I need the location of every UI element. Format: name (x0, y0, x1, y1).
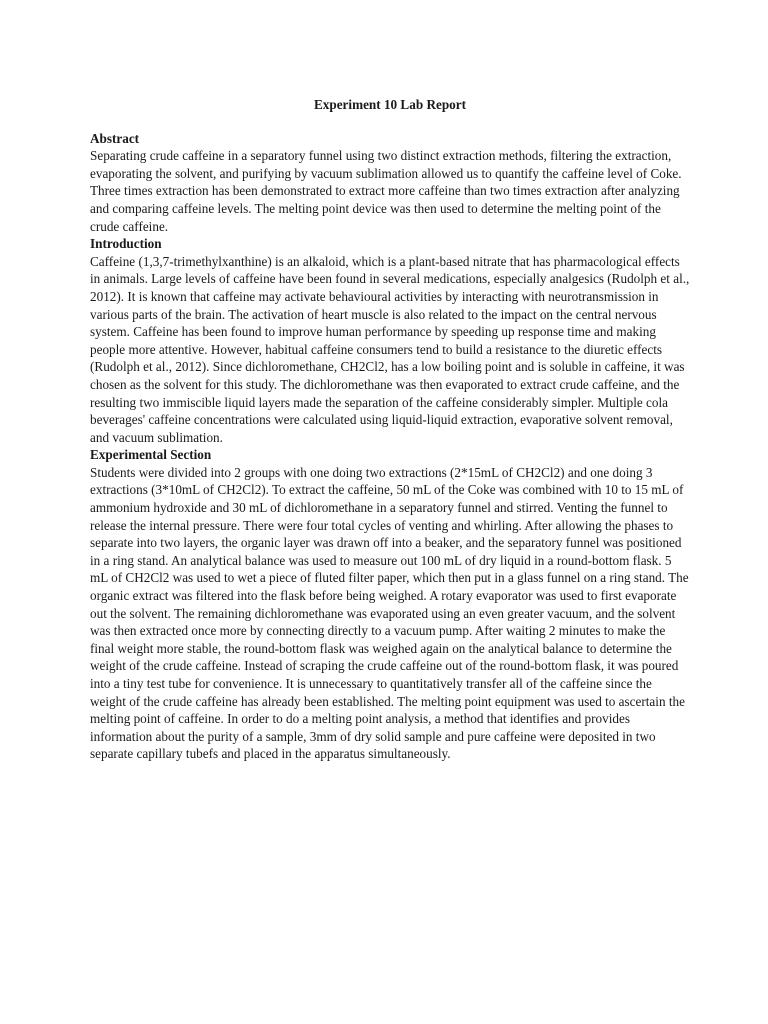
section-experimental (90, 446, 690, 763)
section-introduction (90, 235, 690, 446)
section-body-introduction: Caffeine (1,3,7-trimethylxanthine) is an alkaloid, which is a plant-based nitrate that has pharmacological effects in animals. Large levels of caffeine have been found in several medications, especially analgesics (Rudolph et al., 2012). It is known that caffeine may activate behavioural activities by interacting with neurotransmission in various parts of the brain. The activation of heart muscle is also related to the impact on the central nervous system. Caffeine has been found to improve human performance by speeding up response time and making people more attentive. However, habitual caffeine consumers tend to build a resistance to the diuretic effects (Rudolph et al., 2012). Since dichloromethane, CH2Cl2, has a low boiling point and is soluble in caffeine, it was chosen as the solvent for this study. The dichloromethane was then evaporated to extract crude caffeine, and the resulting two immiscible liquid layers made the separation of the caffeine considerably simpler. Multiple cola beverages' caffeine concentrations were calculated using liquid-liquid extraction, evaporative solvent removal, and vacuum sublimation. (90, 253, 690, 445)
document-page (90, 96, 690, 763)
section-heading-experimental: Experimental Section (90, 447, 212, 463)
section-heading-abstract: Abstract (90, 130, 140, 146)
section-body-experimental: Students were divided into 2 groups with one doing two extractions (2*15mL of CH2Cl2) and one doing 3 extractions (3*10mL of CH2Cl2). To extract the caffeine, 50 mL of the Coke was combined with 10 to 15 mL of ammonium hydroxide and 30 mL of dichloromethane in a separatory funnel and stirred. Venting the funnel to release the internal pressure. There were four total cycles of venting and whirling. After allowing the phases to separate into two layers, the organic layer was drawn off into a beaker, and the separatory funnel was positioned in a ring stand. An analytical balance was used to measure out 100 mL of dry liquid in a round-bottom flask. 5 mL of CH2Cl2 was used to wet a piece of fluted filter paper, which then put in a glass funnel on a ring stand. The organic extract was filtered into the flask before being weighed. A rotary evaporator was used to first evaporate out the solvent. The remaining dichloromethane was evaporated using an even greater vacuum, and the solvent was then extracted once more by connecting directly to a vacuum pump. After waiting 2 minutes to make the final weight more stable, the round-bottom flask was weighed again on the analytical balance to determine the weight of the crude caffeine. Instead of scraping the crude caffeine out of the round-bottom flask, it was poured into a tiny test tube for convenience. It is unnecessary to quantitatively transfer all of the caffeine since the weight of the crude caffeine has already been established. The melting point equipment was used to ascertain the melting point of caffeine. In order to do a melting point analysis, a method that identifies and provides information about the purity of a sample, 3mm of dry solid sample and pure caffeine were deposited in two separate capillary tubefs and placed in the apparatus simultaneously. (90, 464, 689, 762)
section-heading-introduction: Introduction (90, 236, 162, 252)
document-title: Experiment 10 Lab Report (313, 97, 466, 112)
section-body-abstract: Separating crude caffeine in a separatory funnel using two distinct extraction methods, filtering the extraction, evaporating the solvent, and purifying by vacuum sublimation allowed us to quantify the caffeine level of Coke. Three times extraction has been demonstrated to extract more caffeine than two times extraction after analyzing and comparing caffeine levels. The melting point device was then used to determine the melting point of the crude caffeine. (90, 148, 682, 234)
section-abstract (90, 130, 690, 236)
